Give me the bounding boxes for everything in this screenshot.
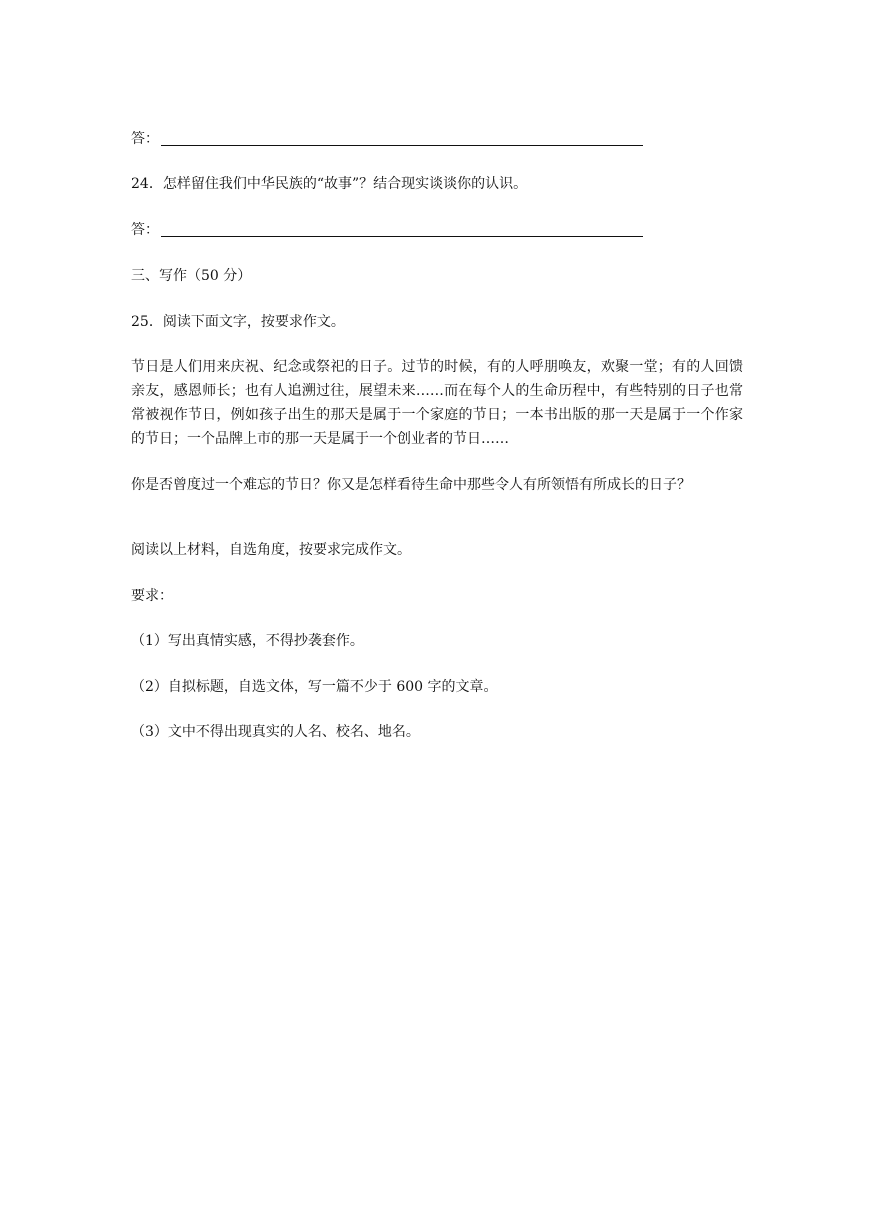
answer-blank: [161, 222, 643, 237]
question-25: 25．阅读下面文字，按要求作文。: [131, 314, 345, 330]
requirement-item-1: （1）写出真情实感，不得抄袭套作。: [131, 633, 364, 649]
answer-label: 答：: [131, 222, 159, 238]
answer-label: 答：: [131, 131, 159, 147]
section-heading-writing: 三、写作（50 分）: [131, 268, 252, 284]
requirements-heading: 要求：: [131, 588, 173, 604]
answer-line-23: [131, 127, 643, 151]
question-24: 24．怎样留住我们中华民族的“故事”？结合现实谈谈你的认识。: [131, 176, 528, 192]
answer-line-24: [131, 218, 643, 242]
requirement-item-2: （2）自拟标题，自选文体，写一篇不少于 600 字的文章。: [131, 679, 498, 695]
requirement-item-3: （3）文中不得出现真实的人名、校名、地名。: [131, 724, 420, 740]
material-paragraph-1: 节日是人们用来庆祝、纪念或祭祀的日子。过节的时候，有的人呼朋唤友，欢聚一堂；有的人回馈亲友，感恩师长；也有人追溯过往，展望未来……而在每个人的生命历程中，有些特别的日子也常常被视作节日，例如孩子出生的那天是属于一个家庭的节日；一本书出版的那一天是属于一个作家的节日；一个品牌上市的那一天是属于一个创业者的节日……: [131, 359, 743, 447]
answer-blank: [161, 131, 643, 146]
material-paragraph-2: 你是否曾度过一个难忘的节日？你又是怎样看待生命中那些令人有所领悟有所成长的日子？: [131, 477, 691, 493]
writing-instruction: 阅读以上材料，自选角度，按要求完成作文。: [131, 542, 411, 558]
